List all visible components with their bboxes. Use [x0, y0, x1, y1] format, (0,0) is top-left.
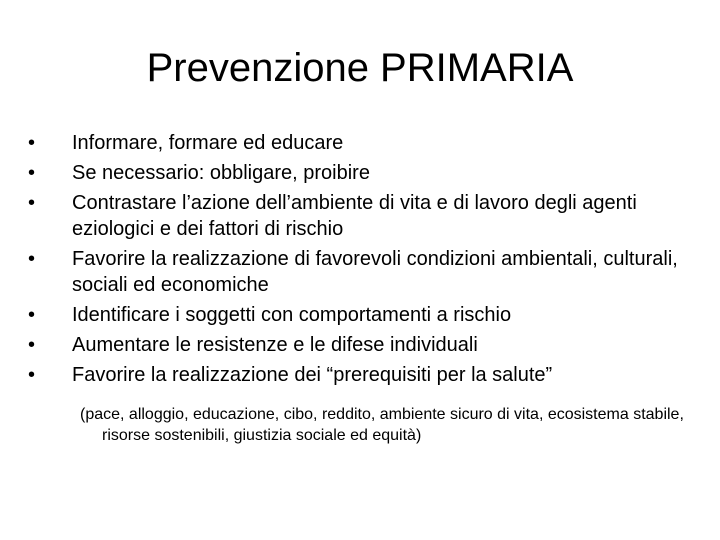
- bullet-marker: •: [28, 304, 36, 326]
- bullet-marker: •: [28, 364, 36, 386]
- bullet-item: [28, 332, 698, 358]
- bullet-marker: •: [28, 162, 36, 184]
- bullet-item: [28, 362, 698, 388]
- bullet-marker: •: [28, 132, 36, 154]
- bullet-item: [28, 190, 698, 242]
- bullet-item: [28, 160, 698, 186]
- bullet-list: [28, 130, 698, 392]
- prerequisites-note: (pace, alloggio, educazione, cibo, reddito, ambiente sicuro di vita, ecosistema stabile, risorse sostenibili, giustizia sociale ed equità): [80, 406, 684, 444]
- bullet-marker: •: [28, 192, 36, 214]
- bullet-text: Favorire la realizzazione dei “prerequisiti per la salute”: [72, 364, 553, 386]
- bullet-text: Informare, formare ed educare: [72, 132, 344, 154]
- slide-title: Prevenzione PRIMARIA: [146, 46, 574, 90]
- bullet-item: [28, 302, 698, 328]
- bullet-text: Aumentare le resistenze e le difese individuali: [72, 334, 478, 356]
- bullet-marker: •: [28, 248, 36, 270]
- bullet-marker: •: [28, 334, 36, 356]
- bullet-text: Identificare i soggetti con comportamenti a rischio: [72, 304, 512, 326]
- bullet-text: Contrastare l’azione dell’ambiente di vita e di lavoro degli agenti eziologici e dei fattori di rischio: [72, 192, 637, 240]
- bullet-text: Se necessario: obbligare, proibire: [72, 162, 370, 184]
- bullet-item: [28, 130, 698, 156]
- bullet-item: [28, 246, 698, 298]
- bullet-text: Favorire la realizzazione di favorevoli condizioni ambientali, culturali, sociali ed economiche: [72, 248, 678, 296]
